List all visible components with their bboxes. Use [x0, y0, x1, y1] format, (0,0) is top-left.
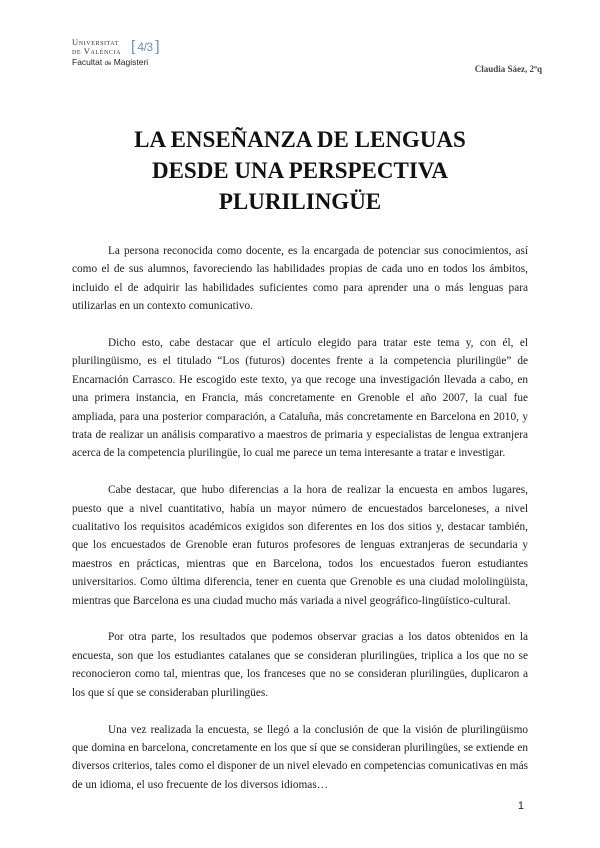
- logo-faculty: [72, 57, 148, 67]
- author-name: Claudia Sáez, 2ºq: [474, 64, 542, 74]
- logo-faculty-name: Magisteri: [113, 57, 149, 67]
- logo-university-name: [72, 38, 121, 56]
- university-logo: [72, 38, 192, 68]
- document-title: [60, 124, 540, 217]
- title-line-2: DESDE UNA PERSPECTIVA: [151, 158, 449, 183]
- logo-university-line2: de València: [72, 46, 122, 56]
- paragraph-1: La persona reconocida como docente, es la encargada de potenciar sus conocimientos, así como el de sus alumnos, favoreciendo las habilidades propias de cada uno en todos los ámbitos, incluido el de adquirir las habilidades suficientes como para aprender una o más lenguas para utilizarlas en un contexto comunicativo.: [72, 245, 528, 313]
- paragraph-4: Por otra parte, los resultados que podemos observar gracias a los datos obtenidos en la encuesta, son que los estudiantes catalanes que se consideran plurilingües, triplica a los que no se reconocieron como tal, mientras que, los franceses que no se consideran plurilingües, duplicaron a los que sí que se consideraban plurilingües.: [72, 631, 528, 699]
- title-line-1: LA ENSEÑANZA DE LENGUAS: [134, 127, 466, 152]
- logo-faculty-prefix: Facultat: [72, 57, 103, 67]
- paragraph-2: Dicho esto, cabe destacar que el artículo elegido para tratar este tema y, con él, el plurilingüismo, es el titulado “Los (futuros) docentes frente a la competencia plurilingüe” de Encarnación Carrasco. He escogido este texto, ya que recoge una investigación llevada a cabo, en una primera instancia, en Francia, más concretamente en Grenoble el año 2007, la cual fue ampliada, para una posterior comparación, a Cataluña, más concretamente en Barcelona en 2010, y trata de realizar un análisis comparativo a maestros de primaria y especialistas de lengua extranjera acerca de la competencia plurilingüe, lo cual me parece un tema interesante a tratar e investigar.: [72, 337, 528, 460]
- document-body: [72, 242, 528, 813]
- paragraph-5: Una vez realizada la encuesta, se llegó a la conclusión de que la visión de plurilingüismo que domina en barcelona, concretamente en los que sí que se consideran plurilingües, se extiende en diversos criterios, tales como el disponer de un nivel elevado en competencias comunicativas en más de un idioma, el uso frecuente de los diversos idiomas…: [72, 723, 528, 791]
- logo-university-line1: Universitat: [72, 37, 119, 47]
- paragraph-3: Cabe destacar, que hubo diferencias a la hora de realizar la encuesta en ambos lugares, puesto que a nivel cuantitativo, había un mayor número de encuestados barceloneses, a nivel cualitativo los requisitos académicos exigidos son diferentes en los dos sitios y, destacar también, que los encuestados de Grenoble eran futuros profesores de lenguas extranjeras de secundaria y maestros en prácticas, mientras que en Barcelona, todos los encuestados fueron estudiantes universitarios. Como última diferencia, tener en cuenta que Grenoble es una ciudad mololingüista, mientras que Barcelona es una ciudad mucho más variada a nivel geográfico-lingüístico-cultural.: [72, 484, 528, 607]
- logo-badge: [ 4/3 ]: [133, 39, 157, 56]
- logo-faculty-connector: de: [104, 61, 112, 67]
- page-number: 1: [517, 800, 524, 812]
- title-line-3: PLURILINGÜE: [218, 189, 382, 214]
